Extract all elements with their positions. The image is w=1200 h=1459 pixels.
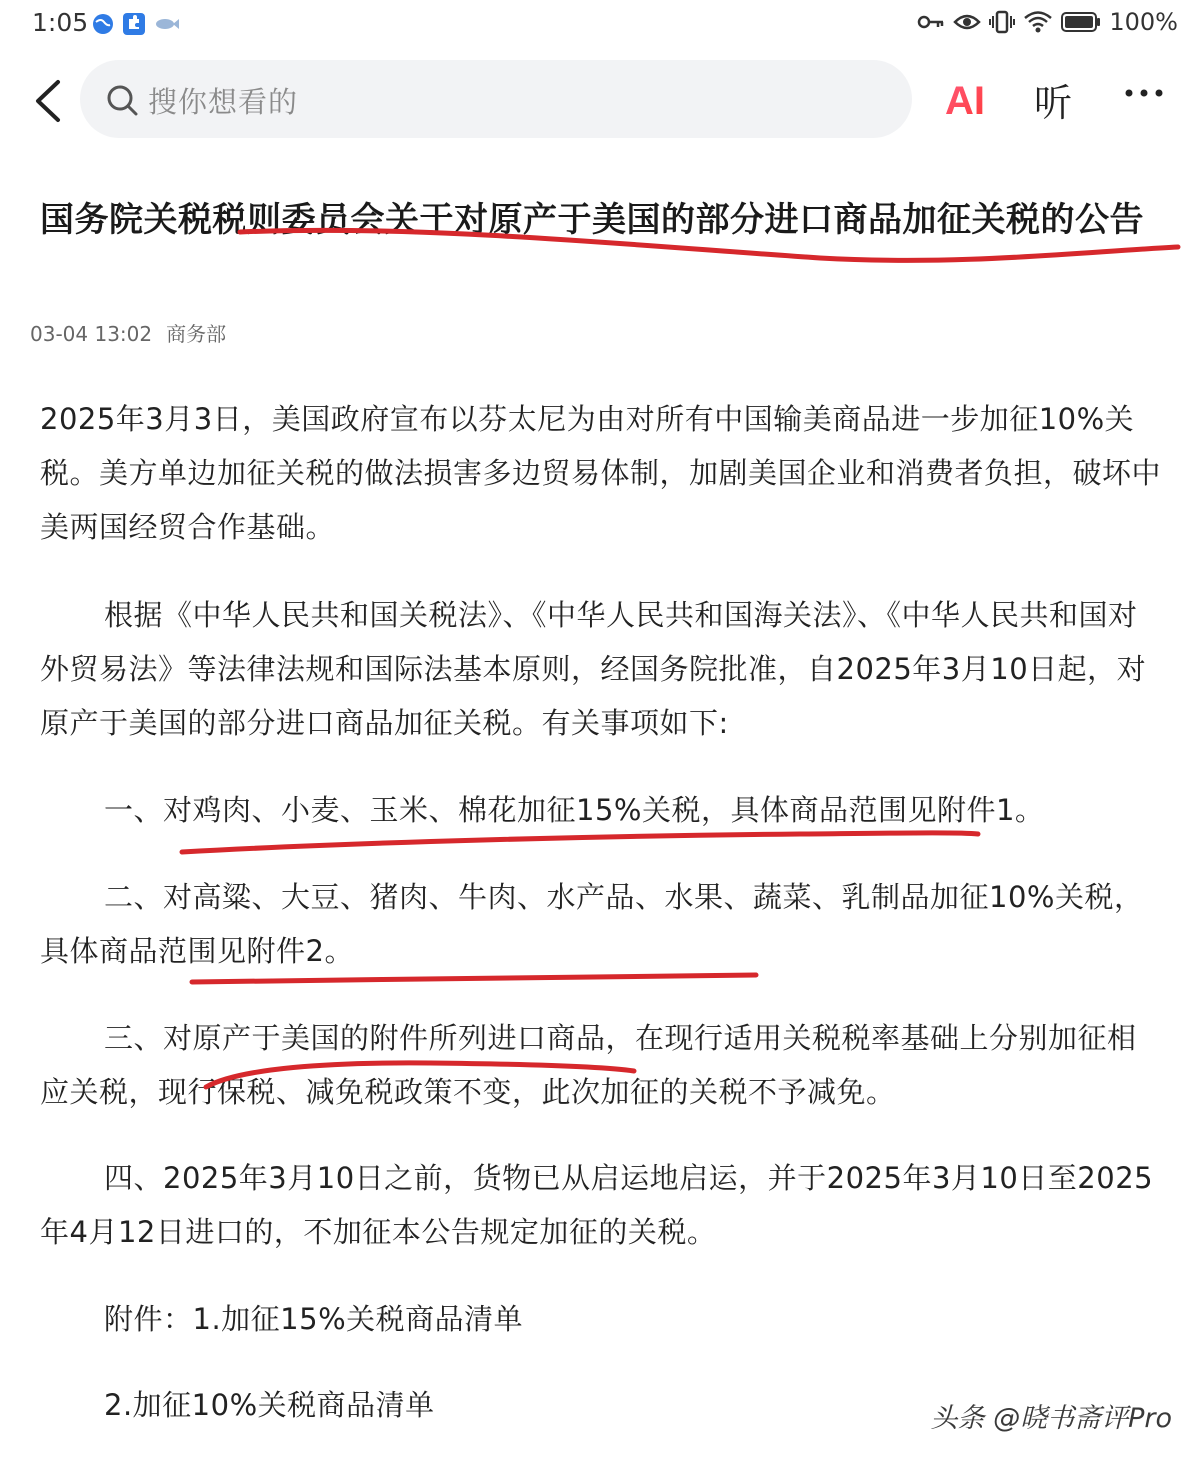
vibrate-icon: [989, 10, 1015, 34]
back-button[interactable]: [28, 78, 68, 124]
ai-button[interactable]: [945, 76, 991, 122]
paragraph-item-2: 二、对高粱、大豆、猪肉、牛肉、水产品、水果、蔬菜、乳制品加征10%关税，具体商品范围见附件2。: [40, 880, 1144, 968]
status-bar: [0, 0, 1200, 50]
paragraph-item-3: 三、对原产于美国的附件所列进口商品，在现行适用关税税率基础上分别加征相应关税，现行保税、减免税政策不变，此次加征的关税不予减免。: [40, 1021, 1137, 1109]
eye-icon: [953, 12, 981, 32]
paragraph-item-1: 一、对鸡肉、小麦、玉米、棉花加征15%关税，具体商品范围见附件1。: [104, 793, 1045, 827]
wifi-icon: [1023, 10, 1053, 34]
status-left-icons: [92, 12, 180, 36]
attachment-1[interactable]: 附件：1.加征15%关税商品清单: [104, 1302, 524, 1336]
key-icon: [917, 13, 945, 31]
status-time: 1:05: [32, 8, 89, 37]
paragraph-item-4: 四、2025年3月10日之前，货物已从启运地启运，并于2025年3月10日至2025年4月12日进口的，不加征本公告规定加征的关税。: [40, 1161, 1154, 1249]
search-icon: [106, 84, 138, 116]
battery-percentage: 100%: [1109, 8, 1178, 36]
search-placeholder: 搜你想看的: [148, 85, 299, 119]
article-date: 03-04 13:02: [30, 322, 153, 346]
article-title: 国务院关税税则委员会关于对原产于美国的部分进口商品加征关税的公告: [40, 199, 1144, 240]
paragraph-basis: 根据《中华人民共和国关税法》、《中华人民共和国海关法》、《中华人民共和国对外贸易法》等法律法规和国际法基本原则，经国务院批准，自2025年3月10日起，对原产于美国的部分进口商品加征关税。有关事项如下:: [40, 598, 1147, 740]
more-options-button[interactable]: [1124, 88, 1164, 98]
ai-label: AI: [945, 79, 985, 122]
more-dots-icon: [1126, 90, 1163, 97]
search-input[interactable]: [80, 60, 912, 138]
watermark: 头条 @晓书斋评Pro: [930, 1403, 1172, 1434]
top-bar: [0, 58, 1200, 142]
attachment-2[interactable]: 2.加征10%关税商品清单: [104, 1388, 435, 1422]
paragraph-intro: 2025年3月3日，美国政府宣布以芬太尼为由对所有中国输美商品进一步加征10%关税。美方单边加征关税的做法损害多边贸易体制，加剧美国企业和消费者负担，破坏中美两国经贸合作基础。: [40, 402, 1162, 544]
chevron-left-icon: [38, 82, 58, 120]
puzzle-icon: [122, 12, 146, 36]
status-right-icons: [917, 8, 1178, 36]
article-meta: [30, 318, 226, 347]
article-source[interactable]: 商务部: [166, 322, 227, 346]
listen-button[interactable]: 听: [1034, 81, 1073, 125]
fish-icon: [154, 15, 180, 33]
globe-icon: [92, 13, 114, 35]
battery-icon: [1061, 11, 1101, 33]
